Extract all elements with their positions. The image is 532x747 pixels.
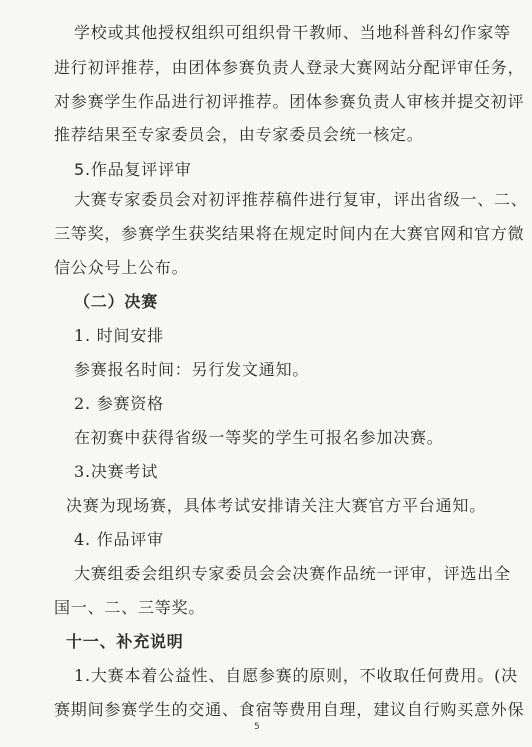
text-line: 学校或其他授权组织可组织骨干教师、当地科普科幻作家等 — [74, 23, 511, 42]
text-line: 决赛为现场赛，具体考试安排请关注大赛官方平台通知。 — [66, 496, 487, 515]
text-line: 参赛报名时间：另行发文通知。 — [74, 360, 310, 379]
text-line: 在初赛中获得省级一等奖的学生可报名参加决赛。 — [74, 428, 444, 447]
text-line: 1.大赛本着公益性、自愿参赛的原则，不收取任何费用。(决 — [74, 666, 518, 685]
section-heading: 十一、补充说明 — [66, 632, 184, 651]
list-heading: 4. 作品评审 — [74, 530, 164, 549]
text-line: 信公众号上公布。 — [54, 258, 189, 277]
text-line: 推荐结果至专家委员会，由专家委员会统一核定。 — [54, 125, 424, 144]
section-heading: 5.作品复评评审 — [74, 160, 192, 179]
list-heading: 3.决赛考试 — [74, 462, 159, 481]
text-line: 国一、二、三等奖。 — [54, 598, 206, 617]
subsection-heading: （二）决赛 — [74, 292, 159, 311]
text-line: 大赛组委会组织专家委员会会决赛作品统一评审，评选出全 — [74, 564, 511, 583]
text-line: 三等奖，参赛学生获奖结果将在规定时间内在大赛官网和官方微 — [54, 224, 525, 243]
text-line: 赛期间参赛学生的交通、食宿等费用自理，建议自行购买意外保 — [54, 700, 525, 719]
list-heading: 1. 时间安排 — [74, 326, 164, 345]
list-heading: 2. 参赛资格 — [74, 394, 164, 413]
text-line: 大赛专家委员会对初评推荐稿件进行复审，评出省级一、二、 — [74, 190, 528, 209]
text-line: 进行初评推荐，由团体参赛负责人登录大赛网站分配评审任务， — [54, 58, 525, 77]
text-line: 对参赛学生作品进行初评推荐。团体参赛负责人审核并提交初评 — [54, 92, 525, 111]
page-number: 5 — [254, 722, 260, 732]
